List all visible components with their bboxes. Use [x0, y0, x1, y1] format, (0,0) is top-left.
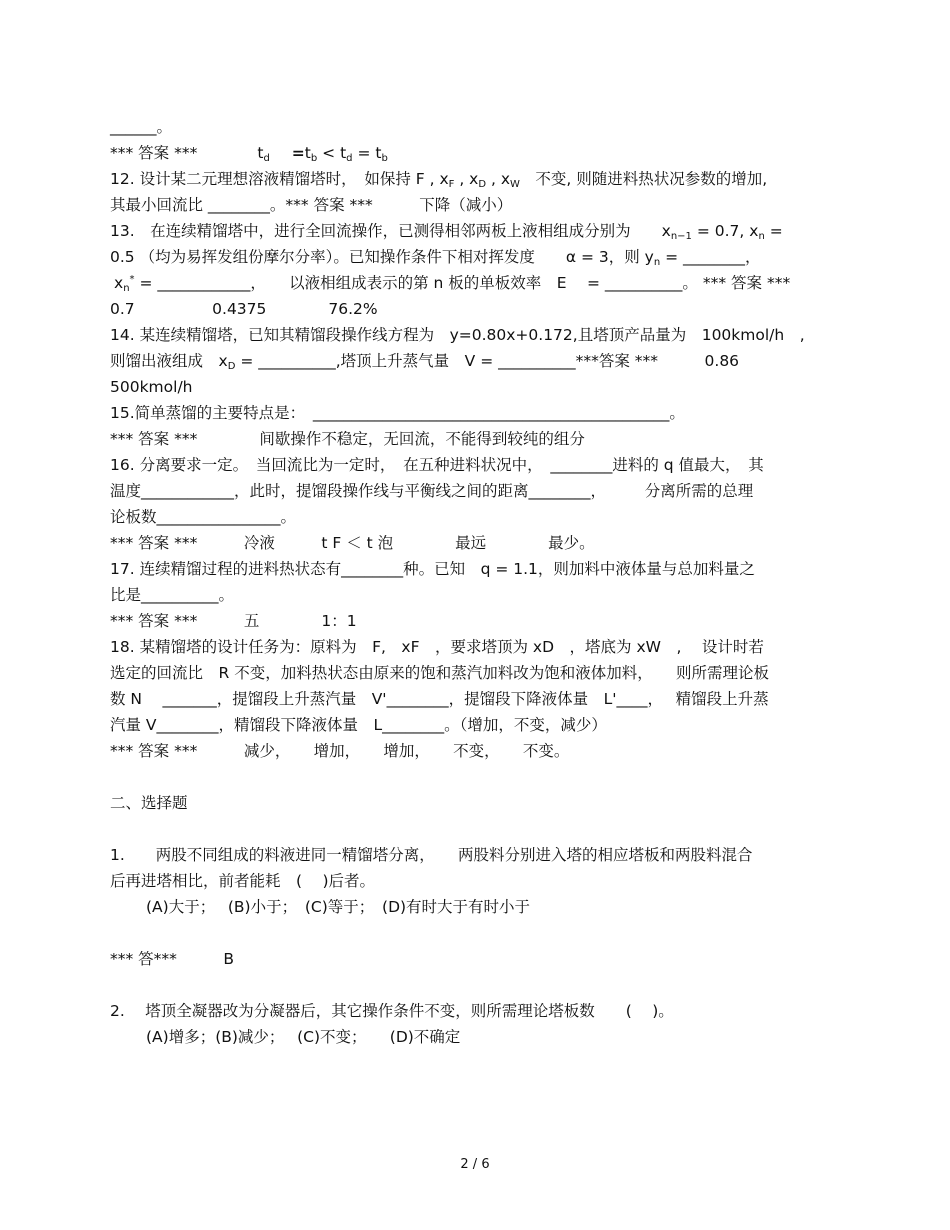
text-run: 汽量 V________，精馏段下降液体量 L________。（增加，不变，减少）	[110, 716, 607, 734]
question-13-line-1	[110, 218, 840, 244]
text-run: *** 答*** B	[110, 950, 235, 968]
text-run: 不变, 则随进料热状况参数的增加,	[519, 170, 768, 188]
text-run: = __________,塔顶上升蒸气量 V = __________***答案 *** 0.86	[235, 352, 740, 370]
choice-2-line-1	[110, 998, 840, 1024]
question-18-line-4	[110, 712, 840, 738]
text-run: 0.7 0.4375 76.2%	[110, 300, 378, 318]
question-15-answer	[110, 426, 840, 452]
spacer	[110, 920, 840, 946]
text-run: 13. 在连续精馏塔中，进行全回流操作，已测得相邻两板上液相组成分别为 x	[110, 222, 671, 240]
question-13-answer	[110, 296, 840, 322]
symbol-t: t	[257, 144, 264, 162]
subscript: n	[123, 283, 130, 294]
text-run: 500kmol/h	[110, 378, 193, 396]
choice-1-line-1	[110, 842, 840, 868]
subscript: n	[653, 257, 661, 268]
question-15-line-1	[110, 400, 840, 426]
choice-1-answer	[110, 946, 840, 972]
text-run: 12. 设计某二元理想溶液精馏塔时， 如保持 F , x	[110, 170, 449, 188]
subscript: D	[478, 179, 487, 190]
page-number: 2 / 6	[460, 1157, 490, 1172]
text-run: *** 答案 *** 间歇操作不稳定，无回流，不能得到较纯的组分	[110, 430, 585, 448]
document-page	[110, 114, 840, 1050]
text-run: x	[114, 274, 124, 292]
text-run: 其最小回流比 ________。*** 答案 *** 下降（减小）	[110, 196, 513, 214]
spacer	[110, 816, 840, 842]
text-run: =	[764, 222, 783, 240]
text-run: 数 N _______，提馏段上升蒸汽量 V'________，提馏段下降液体量 L'____， 精馏段上升蒸	[110, 690, 769, 708]
spacer	[110, 972, 840, 998]
text-run: 0.5 （均为易挥发组份摩尔分率）。已知操作条件下相对挥发度 α = 3，则 y	[110, 248, 654, 266]
text-run: = ________，	[660, 248, 761, 266]
subscript: n	[758, 231, 765, 242]
question-17-answer	[110, 608, 840, 634]
subscript: b	[381, 153, 388, 164]
question-13-line-3	[110, 270, 840, 296]
math-text: = t	[352, 144, 382, 162]
symbol-t: t	[304, 144, 311, 162]
text-run: 17. 连续精馏过程的进料热状态有________种。已知 q = 1.1，则加料中液体量与总加料量之	[110, 560, 755, 578]
subscript: d	[263, 153, 270, 164]
subscript: F	[448, 179, 455, 190]
subscript: n−1	[670, 231, 692, 242]
text-run: , x	[454, 170, 479, 188]
question-16-line-2	[110, 478, 840, 504]
answer-label: *** 答案 ***	[110, 144, 198, 162]
text-run: *** 答案 *** 减少， 增加， 增加， 不变， 不变。	[110, 742, 570, 760]
choice-1-options	[110, 894, 840, 920]
text-run: 2. 塔顶全凝器改为分凝器后，其它操作条件不变，则所需理论塔板数 ( )。	[110, 1002, 674, 1020]
question-18-answer	[110, 738, 840, 764]
superscript: *	[129, 273, 135, 285]
text-run: 1. 两股不同组成的料液进同一精馏塔分离， 两股料分别进入塔的相应塔板和两股料混合	[110, 846, 753, 864]
question-12-line-1	[110, 166, 840, 192]
subscript: b	[310, 153, 318, 164]
math-text: < t	[317, 144, 347, 162]
text-line	[110, 114, 840, 140]
question-18-line-2	[110, 660, 840, 686]
text-run: *** 答案 *** 五 1：1	[110, 612, 357, 630]
heading-text: 二、选择题	[110, 794, 188, 812]
answer-line	[110, 140, 840, 166]
text-run: 论板数________________。	[110, 508, 297, 526]
question-16-answer	[110, 530, 840, 556]
text-run: 比是__________。	[110, 586, 235, 604]
text-run: 14. 某连续精馏塔，已知其精馏段操作线方程为 y=0.80x+0.172,且塔顶产品量为 100kmol/h ,	[110, 326, 805, 344]
text-run: 后再进塔相比，前者能耗 ( )后者。	[110, 872, 376, 890]
question-17-line-1	[110, 556, 840, 582]
question-17-line-2	[110, 582, 840, 608]
question-16-line-3	[110, 504, 840, 530]
subscript: d	[346, 153, 353, 164]
text-run: 选定的回流比 R 不变，加料热状态由原来的饱和蒸汽加料改为饱和液体加料， 则所需理论板	[110, 664, 769, 682]
question-14-line-1	[110, 322, 840, 348]
question-18-line-1	[110, 634, 840, 660]
blank-fill: ______。	[110, 118, 173, 136]
text-run: (A)大于； (B)小于； (C)等于； (D)有时大于有时小于	[146, 898, 531, 916]
subscript: D	[227, 361, 236, 372]
text-run: 18. 某精馏塔的设计任务为：原料为 F, xF ，要求塔顶为 xD ，塔底为 xW , 设计时若	[110, 638, 764, 656]
question-18-line-3	[110, 686, 840, 712]
question-12-line-2	[110, 192, 840, 218]
question-16-line-1	[110, 452, 840, 478]
text-run: (A)增多；(B)减少； (C)不变； (D)不确定	[146, 1028, 461, 1046]
choice-2-options	[110, 1024, 840, 1050]
spacer	[110, 764, 840, 790]
text-run: = ____________， 以液相组成表示的第 n 板的单板效率 E = __________。 *** 答案 ***	[134, 274, 791, 292]
section-heading	[110, 790, 840, 816]
text-run: 温度____________，此时，提馏段操作线与平衡线之间的距离________， 分离所需的总理	[110, 482, 754, 500]
text-run: 16. 分离要求一定。 当回流比为一定时， 在五种进料状况中， ________进料的 q 值最大， 其	[110, 456, 764, 474]
question-14-line-2	[110, 348, 840, 374]
text-run: = 0.7, x	[691, 222, 759, 240]
text-run: 15.简单蒸馏的主要特点是： ______________________________________________。	[110, 404, 685, 422]
choice-1-line-2	[110, 868, 840, 894]
equals-sign: =	[291, 144, 305, 162]
subscript: W	[510, 179, 520, 190]
question-14-answer	[110, 374, 840, 400]
text-run: 则馏出液组成 x	[110, 352, 228, 370]
text-run: , x	[486, 170, 511, 188]
question-13-line-2	[110, 244, 840, 270]
text-run: *** 答案 *** 冷液 t F ＜ t 泡 最远 最少。	[110, 534, 595, 552]
